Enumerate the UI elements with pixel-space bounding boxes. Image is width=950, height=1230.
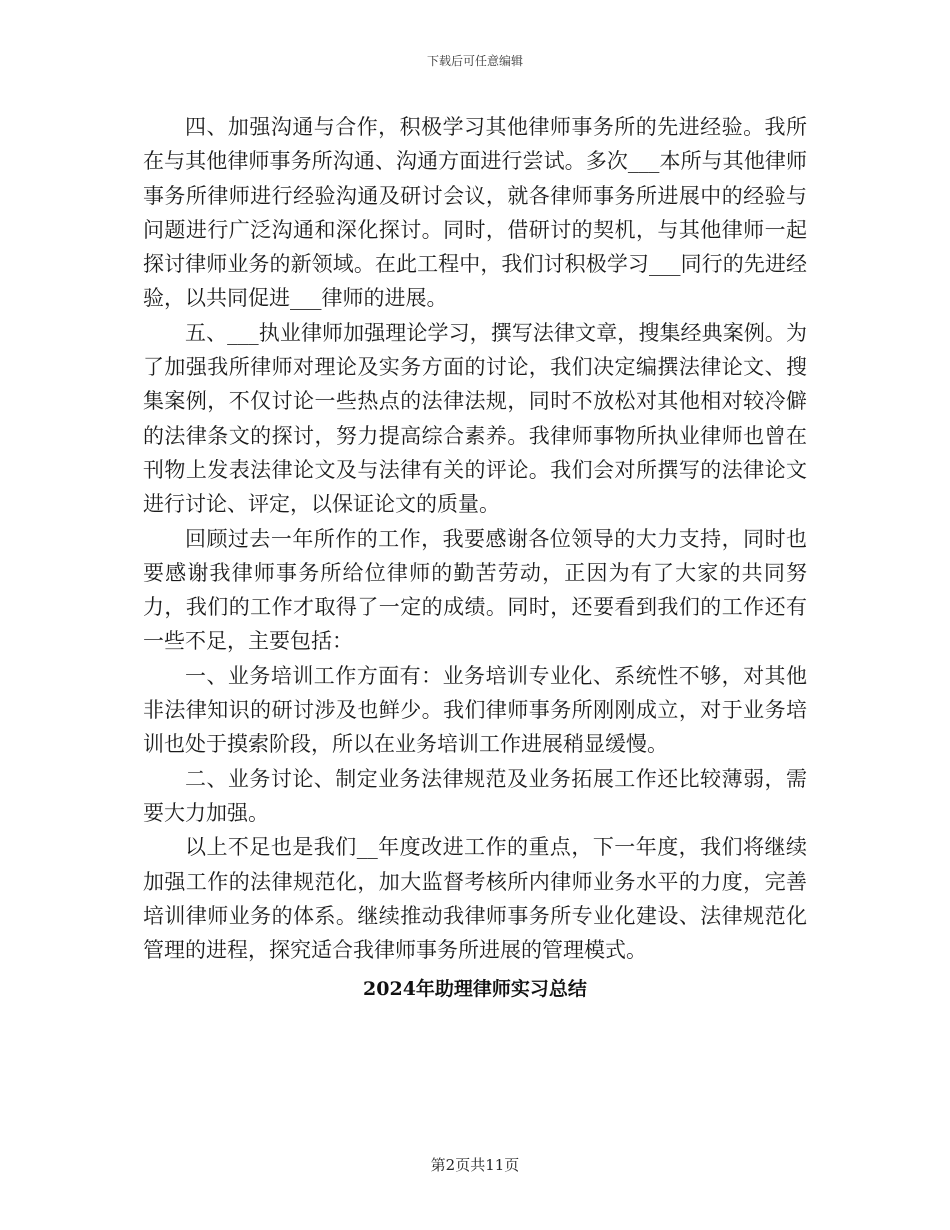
paragraph-review: 回顾过去一年所作的工作，我要感谢各位领导的大力支持，同时也要感谢我律师事务所给位律师的勤苦劳动，正因为有了大家的共同努力，我们的工作才取得了一定的成绩。同时，还要看到我们的工作还有一些不足，主要包括：: [143, 526, 807, 654]
paragraph-communication-cooperation: 四、加强沟通与合作，积极学习其他律师事务所的先进经验。我所在与其他律师事务所沟通、沟通方面进行尝试。多次___本所与其他律师事务所律师进行经验沟通及研讨会议，就各律师事务所进展中的经验与问题进行广泛沟通和深化探讨。同时，借研讨的契机，与其他律师一起探讨律师业务的新领域。在此工程中，我们讨积极学习___同行的先进经验，以共同促进___律师的进展。: [143, 115, 807, 311]
paragraph-next-year-plan: 以上不足也是我们__年度改进工作的重点，下一年度，我们将继续加强工作的法律规范化，加大监督考核所内律师业务水平的力度，完善培训律师业务的体系。继续推动我律师事务所专业化建设、法律规范化管理的进程，探究适合我律师事务所进展的管理模式。: [143, 835, 807, 963]
page-header: 下载后可任意编辑: [426, 54, 523, 68]
page-footer: 第2页共11页: [430, 1156, 520, 1174]
section-title: 2024年助理律师实习总结: [363, 978, 587, 1001]
paragraph-theory-study: 五、___执业律师加强理论学习，撰写法律文章，搜集经典案例。为了加强我所律师对理论及实务方面的讨论，我们决定编撰法律论文、搜集案例，不仅讨论一些热点的法律法规，同时不放松对其他相对较冷僻的法律条文的探讨，努力提高综合素养。我律师事物所执业律师也曾在刊物上发表法律论文及与法律有关的评论。我们会对所撰写的法律论文进行讨论、评定，以保证论文的质量。: [143, 320, 807, 517]
paragraph-shortcoming-business: 二、业务讨论、制定业务法律规范及业务拓展工作还比较薄弱，需要大力加强。: [143, 766, 807, 825]
document-body: [143, 110, 807, 1002]
paragraph-shortcoming-training: 一、业务培训工作方面有：业务培训专业化、系统性不够，对其他非法律知识的研讨涉及也鲜少。我们律师事务所刚刚成立，对于业务培训也处于摸索阶段，所以在业务培训工作进展稍显缓慢。: [143, 663, 807, 757]
